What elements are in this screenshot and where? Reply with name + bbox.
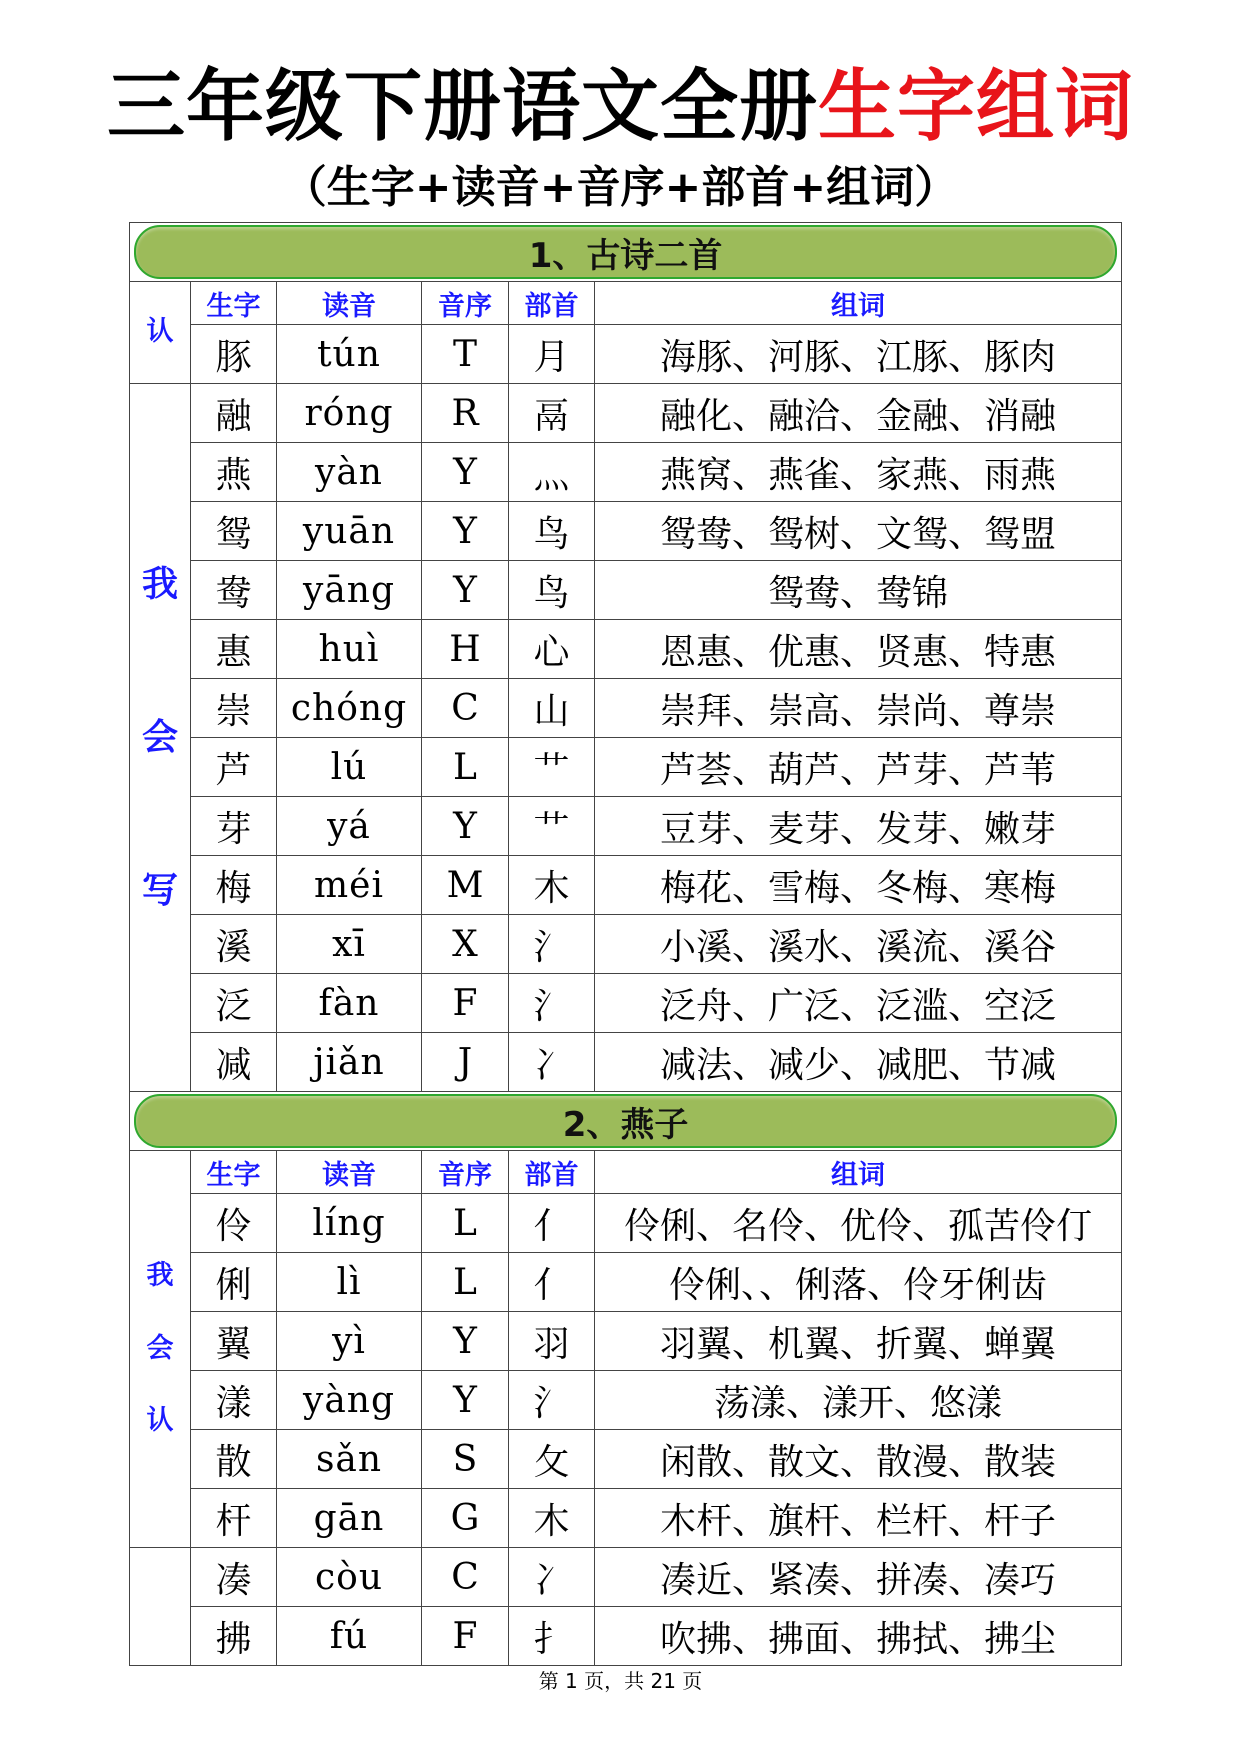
char-cell: 漾	[191, 1371, 277, 1430]
radical-cell: 氵	[509, 915, 595, 974]
char-cell: 泛	[191, 974, 277, 1033]
lesson-title: 2、燕子	[134, 1094, 1117, 1148]
words-cell: 海豚、河豚、江豚、豚肉	[595, 325, 1122, 384]
words-cell: 梅花、雪梅、冬梅、寒梅	[595, 856, 1122, 915]
table-row	[130, 1194, 1122, 1253]
char-cell: 减	[191, 1033, 277, 1092]
lesson-banner-row	[130, 223, 1122, 282]
column-header: 组词	[595, 282, 1122, 325]
char-cell: 溪	[191, 915, 277, 974]
words-cell: 燕窝、燕雀、家燕、雨燕	[595, 443, 1122, 502]
words-cell: 融化、融洽、金融、消融	[595, 384, 1122, 443]
words-cell: 减法、减少、减肥、节减	[595, 1033, 1122, 1092]
vocabulary-table	[129, 222, 1122, 1666]
column-header-row	[130, 282, 1122, 325]
char-cell: 惠	[191, 620, 277, 679]
column-header: 生字	[191, 1151, 277, 1194]
pinyin-cell: xī	[277, 915, 422, 974]
category-label	[130, 384, 191, 1092]
radical-cell: 羽	[509, 1312, 595, 1371]
table-row	[130, 1371, 1122, 1430]
pinyin-cell: yì	[277, 1312, 422, 1371]
pinyin-cell: chóng	[277, 679, 422, 738]
table-row	[130, 1312, 1122, 1371]
table-row	[130, 679, 1122, 738]
column-header: 读音	[277, 282, 422, 325]
words-cell: 崇拜、崇高、崇尚、尊崇	[595, 679, 1122, 738]
radical-cell: 鸟	[509, 561, 595, 620]
pinyin-cell: huì	[277, 620, 422, 679]
table-row	[130, 974, 1122, 1033]
char-cell: 芦	[191, 738, 277, 797]
order-cell: S	[422, 1430, 509, 1489]
char-cell: 崇	[191, 679, 277, 738]
radical-cell: 山	[509, 679, 595, 738]
category-char: 认	[146, 1405, 174, 1437]
order-cell: Y	[422, 797, 509, 856]
pinyin-cell: jiǎn	[277, 1033, 422, 1092]
words-cell: 鸳鸯、鸯锦	[595, 561, 1122, 620]
words-cell: 荡漾、漾开、悠漾	[595, 1371, 1122, 1430]
order-cell: Y	[422, 561, 509, 620]
pinyin-cell: fú	[277, 1607, 422, 1666]
order-cell: L	[422, 738, 509, 797]
radical-cell: 氵	[509, 1371, 595, 1430]
radical-cell: 亻	[509, 1194, 595, 1253]
radical-cell: 木	[509, 856, 595, 915]
pinyin-cell: yàn	[277, 443, 422, 502]
order-cell: H	[422, 620, 509, 679]
pinyin-cell: fàn	[277, 974, 422, 1033]
words-cell: 伶俐、、俐落、伶牙俐齿	[595, 1253, 1122, 1312]
char-cell: 梅	[191, 856, 277, 915]
order-cell: F	[422, 974, 509, 1033]
table-row	[130, 502, 1122, 561]
pinyin-cell: yuān	[277, 502, 422, 561]
char-cell: 散	[191, 1430, 277, 1489]
category-label	[130, 1548, 191, 1666]
order-cell: T	[422, 325, 509, 384]
column-header: 部首	[509, 1151, 595, 1194]
order-cell: X	[422, 915, 509, 974]
char-cell: 燕	[191, 443, 277, 502]
radical-cell: 艹	[509, 738, 595, 797]
char-cell: 融	[191, 384, 277, 443]
pinyin-cell: líng	[277, 1194, 422, 1253]
category-char: 我	[146, 1260, 174, 1292]
radical-cell: 鬲	[509, 384, 595, 443]
pinyin-cell: yàng	[277, 1371, 422, 1430]
char-cell: 杆	[191, 1489, 277, 1548]
table-row	[130, 1033, 1122, 1092]
pinyin-cell: yá	[277, 797, 422, 856]
table-row	[130, 384, 1122, 443]
table-row	[130, 1548, 1122, 1607]
column-header: 音序	[422, 1151, 509, 1194]
radical-cell: 攵	[509, 1430, 595, 1489]
category-char: 写	[141, 870, 178, 912]
table-row	[130, 1253, 1122, 1312]
category-char: 会	[146, 1332, 174, 1364]
char-cell: 芽	[191, 797, 277, 856]
column-header: 生字	[191, 282, 277, 325]
category-char: 会	[141, 716, 178, 758]
radical-cell: 灬	[509, 443, 595, 502]
words-cell: 泛舟、广泛、泛滥、空泛	[595, 974, 1122, 1033]
radical-cell: 氵	[509, 974, 595, 1033]
column-header: 音序	[422, 282, 509, 325]
char-cell: 翼	[191, 1312, 277, 1371]
pinyin-cell: yāng	[277, 561, 422, 620]
radical-cell: 扌	[509, 1607, 595, 1666]
words-cell: 吹拂、拂面、拂拭、拂尘	[595, 1607, 1122, 1666]
table-row	[130, 1430, 1122, 1489]
order-cell: L	[422, 1194, 509, 1253]
radical-cell: 亻	[509, 1253, 595, 1312]
order-cell: Y	[422, 1371, 509, 1430]
radical-cell: 月	[509, 325, 595, 384]
category-label	[130, 1151, 191, 1548]
category-char: 我	[141, 563, 178, 605]
words-cell: 伶俐、名伶、优伶、孤苦伶仃	[595, 1194, 1122, 1253]
column-header: 读音	[277, 1151, 422, 1194]
table-row	[130, 856, 1122, 915]
order-cell: F	[422, 1607, 509, 1666]
order-cell: M	[422, 856, 509, 915]
char-cell: 拂	[191, 1607, 277, 1666]
words-cell: 凑近、紧凑、拼凑、凑巧	[595, 1548, 1122, 1607]
page-subtitle: （生字+读音+音序+部首+组词）	[282, 162, 959, 213]
radical-cell: 冫	[509, 1548, 595, 1607]
order-cell: C	[422, 679, 509, 738]
pinyin-cell: méi	[277, 856, 422, 915]
lesson-banner-row	[130, 1092, 1122, 1151]
order-cell: J	[422, 1033, 509, 1092]
table-row	[130, 1607, 1122, 1666]
radical-cell: 艹	[509, 797, 595, 856]
char-cell: 伶	[191, 1194, 277, 1253]
column-header-row	[130, 1151, 1122, 1194]
order-cell: C	[422, 1548, 509, 1607]
words-cell: 恩惠、优惠、贤惠、特惠	[595, 620, 1122, 679]
order-cell: L	[422, 1253, 509, 1312]
title-red: 生字组词	[818, 62, 1135, 152]
column-header: 组词	[595, 1151, 1122, 1194]
words-cell: 木杆、旗杆、栏杆、杆子	[595, 1489, 1122, 1548]
words-cell: 闲散、散文、散漫、散装	[595, 1430, 1122, 1489]
table-row	[130, 561, 1122, 620]
table-row	[130, 915, 1122, 974]
pinyin-cell: lì	[277, 1253, 422, 1312]
order-cell: G	[422, 1489, 509, 1548]
words-cell: 鸳鸯、鸳树、文鸳、鸳盟	[595, 502, 1122, 561]
pinyin-cell: sǎn	[277, 1430, 422, 1489]
category-label	[130, 282, 191, 384]
char-cell: 鸯	[191, 561, 277, 620]
page-title	[0, 62, 1241, 152]
table-row	[130, 325, 1122, 384]
pinyin-cell: lú	[277, 738, 422, 797]
order-cell: Y	[422, 502, 509, 561]
column-header: 部首	[509, 282, 595, 325]
title-black: 三年级下册语文全册	[106, 62, 818, 152]
radical-cell: 鸟	[509, 502, 595, 561]
page-footer: 第 1 页，共 21 页	[538, 1669, 703, 1693]
table-row	[130, 620, 1122, 679]
order-cell: R	[422, 384, 509, 443]
table-row	[130, 1489, 1122, 1548]
table-row	[130, 797, 1122, 856]
char-cell: 凑	[191, 1548, 277, 1607]
words-cell: 羽翼、机翼、折翼、蝉翼	[595, 1312, 1122, 1371]
table-row	[130, 738, 1122, 797]
pinyin-cell: còu	[277, 1548, 422, 1607]
words-cell: 豆芽、麦芽、发芽、嫩芽	[595, 797, 1122, 856]
category-char: 认	[146, 316, 174, 348]
char-cell: 俐	[191, 1253, 277, 1312]
table-row	[130, 443, 1122, 502]
pinyin-cell: gān	[277, 1489, 422, 1548]
radical-cell: 木	[509, 1489, 595, 1548]
order-cell: Y	[422, 1312, 509, 1371]
words-cell: 芦荟、葫芦、芦芽、芦苇	[595, 738, 1122, 797]
words-cell: 小溪、溪水、溪流、溪谷	[595, 915, 1122, 974]
char-cell: 豚	[191, 325, 277, 384]
radical-cell: 冫	[509, 1033, 595, 1092]
radical-cell: 心	[509, 620, 595, 679]
order-cell: Y	[422, 443, 509, 502]
char-cell: 鸳	[191, 502, 277, 561]
pinyin-cell: róng	[277, 384, 422, 443]
pinyin-cell: tún	[277, 325, 422, 384]
lesson-title: 1、古诗二首	[134, 225, 1117, 279]
